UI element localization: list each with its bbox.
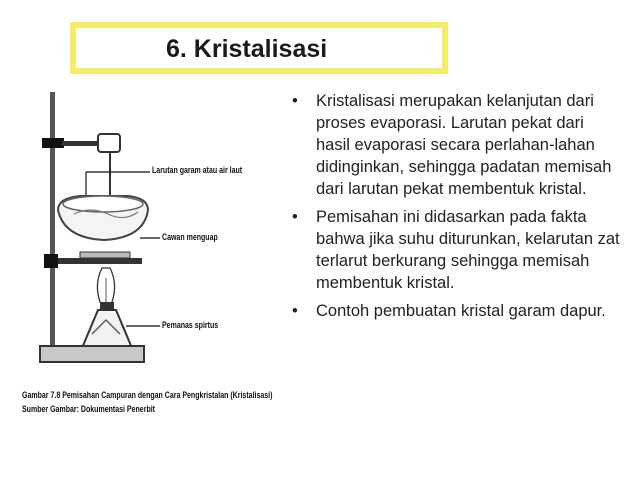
wire-gauze <box>80 252 130 258</box>
label-burner: Pemanas spirtus <box>162 320 219 330</box>
bullet-item <box>290 90 620 200</box>
ring-clamp <box>44 254 58 268</box>
label-solution: Larutan garam atau air laut <box>152 165 243 175</box>
bullet-text: Pemisahan ini didasarkan pada fakta bahwa jika suhu diturunkan, kelarutan zat terlarut berkurang sehingga memisah membentuk kristal. <box>316 208 620 292</box>
crystallization-apparatus-figure <box>20 88 280 428</box>
ring-support <box>58 258 142 264</box>
clamp-arm <box>62 141 102 146</box>
burner-wick-cap <box>100 302 114 310</box>
bullet-dot: • <box>292 208 298 226</box>
bullet-dot: • <box>292 92 298 110</box>
figure-caption: Gambar 7.8 Pemisahan Campuran dengan Cara Pengkristalan (Kristalisasi) <box>22 390 273 400</box>
bullet-list <box>290 90 620 328</box>
label-dish: Cawan menguap <box>162 232 218 242</box>
title-box <box>70 22 448 74</box>
figure-source: Sumber Gambar: Dokumentasi Penerbit <box>22 404 156 414</box>
bullet-text: Kristalisasi merupakan kelanjutan dari proses evaporasi. Larutan pekat dari hasil evaporasi secara perlahan-lahan didinginkan, sehingga padatan memisah dari larutan pekat membentuk kristal. <box>316 92 612 198</box>
bullet-item <box>290 300 620 322</box>
top-clamp <box>42 138 64 148</box>
apparatus-drawing <box>20 88 280 428</box>
spirit-burner <box>82 310 132 348</box>
stand-base <box>40 346 144 362</box>
dish-rim <box>63 196 143 212</box>
holder-jaw <box>98 134 120 152</box>
bullet-dot: • <box>292 302 298 320</box>
slide-title: 6. Kristalisasi <box>166 35 328 63</box>
stand-rod <box>50 92 55 352</box>
bullet-text: Contoh pembuatan kristal garam dapur. <box>316 302 606 320</box>
bullet-item <box>290 206 620 294</box>
